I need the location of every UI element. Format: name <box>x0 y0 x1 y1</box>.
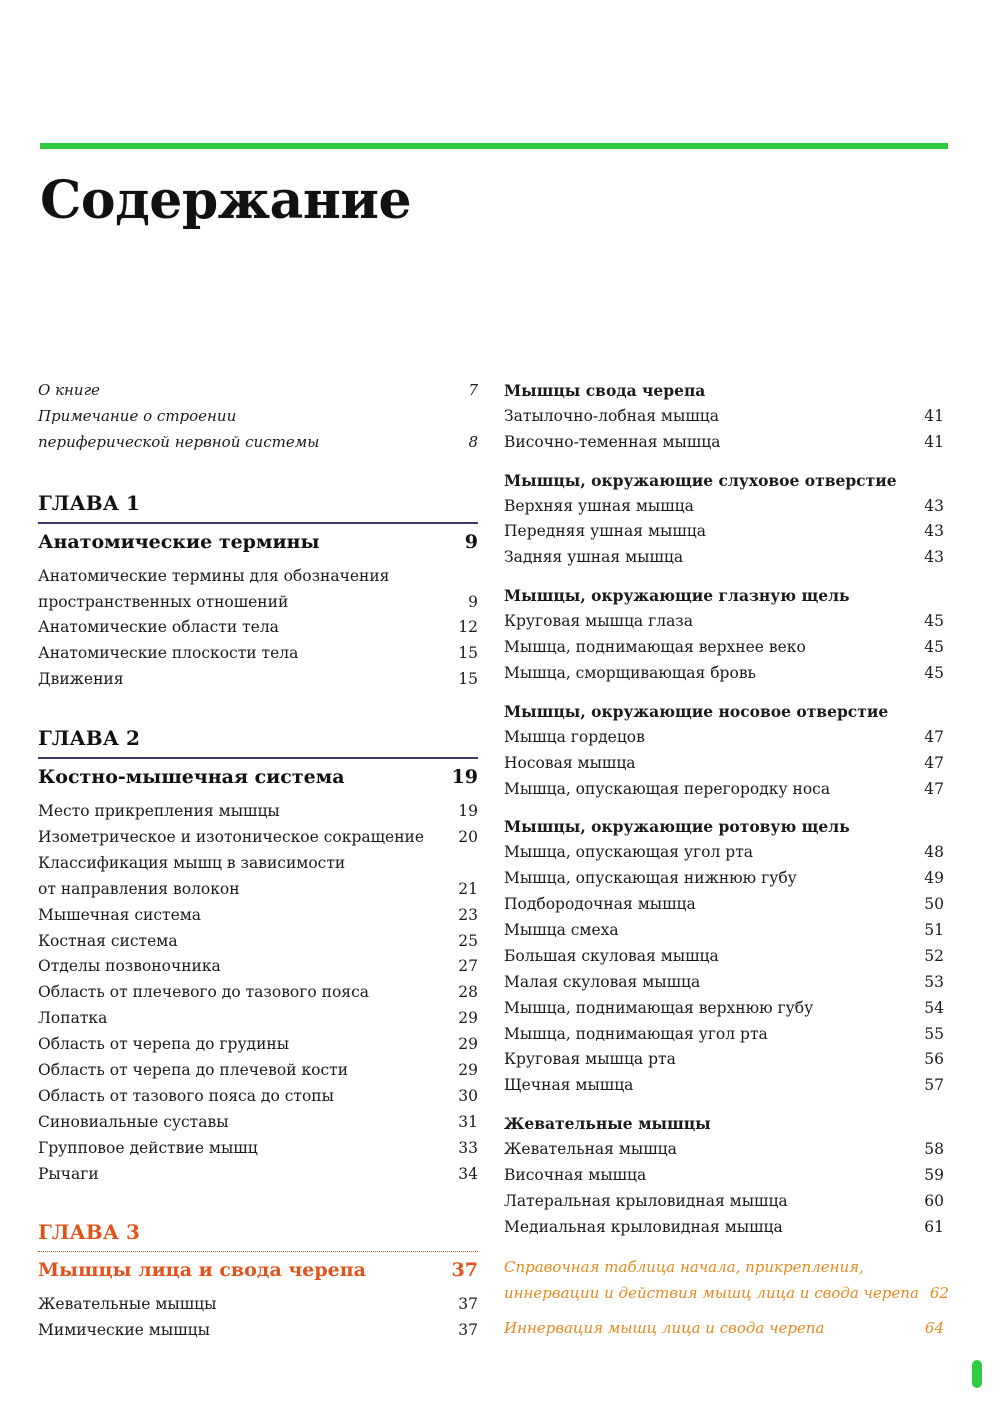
toc-entry[interactable] <box>38 615 478 641</box>
section-heading: Мышцы, окружающие слуховое отверстие <box>504 470 897 490</box>
toc-entry[interactable] <box>38 1110 478 1136</box>
toc-entry-page: 56 <box>924 1050 944 1069</box>
toc-entry-label: Область от тазового пояса до стопы <box>38 1086 334 1105</box>
toc-entry-label: Носовая мышца <box>504 753 636 772</box>
toc-entry-page: 33 <box>458 1138 478 1157</box>
toc-entry-page: 8 <box>468 432 478 451</box>
toc-entry[interactable] <box>504 866 944 892</box>
toc-right-column <box>504 378 949 1342</box>
toc-entry-label: Движения <box>38 670 124 689</box>
toc-entry-label: Мышечная система <box>38 905 202 924</box>
toc-entry[interactable] <box>504 1137 944 1163</box>
toc-entry-page: 29 <box>458 1061 478 1080</box>
toc-entry-label: О книге <box>38 381 101 399</box>
toc-entry-page: 37 <box>458 1295 478 1314</box>
toc-entry[interactable] <box>38 1006 478 1032</box>
toc-entry-label: Латеральная крыловидная мышца <box>504 1191 788 1210</box>
toc-entry[interactable] <box>504 840 944 866</box>
toc-entry[interactable] <box>504 1163 944 1189</box>
toc-entry-page: 34 <box>458 1164 478 1183</box>
toc-entry-page: 49 <box>924 869 944 888</box>
toc-entry[interactable] <box>38 1084 478 1110</box>
toc-entry-label: Мышца смеха <box>504 921 619 939</box>
toc-entry-page: 21 <box>458 879 478 898</box>
toc-entry[interactable] <box>504 970 944 996</box>
toc-entry-label: Анатомические плоскости тела <box>38 644 299 663</box>
toc-entry-label: Верхняя ушная мышца <box>504 496 694 515</box>
chapter-label: ГЛАВА 2 <box>38 726 140 751</box>
toc-entry-label: Костная система <box>38 931 178 950</box>
toc-entry-label: Мышца, опускающая угол рта <box>504 843 754 862</box>
toc-entry[interactable] <box>38 378 478 404</box>
chapter-title-page: 19 <box>451 766 478 789</box>
toc-entry-page: 29 <box>458 1009 478 1028</box>
toc-entry[interactable] <box>38 903 478 929</box>
toc-entry[interactable] <box>504 430 944 456</box>
chapter-title-text: Костно-мышечная система <box>38 766 345 789</box>
toc-entry[interactable] <box>504 404 944 430</box>
toc-entry[interactable] <box>504 1189 944 1215</box>
page-title: Содержание <box>40 170 412 231</box>
reference-line <box>504 1255 944 1281</box>
toc-entry-page: 58 <box>924 1140 944 1159</box>
reference-entry[interactable] <box>504 1316 944 1342</box>
toc-entry-page: 20 <box>458 828 478 847</box>
toc-entry-page: 61 <box>924 1217 944 1236</box>
toc-entry-page: 45 <box>924 638 944 657</box>
toc-entry-page: 31 <box>458 1112 478 1131</box>
chapter-title-page: 37 <box>451 1259 478 1282</box>
toc-entry-label: Медиальная крыловидная мышца <box>504 1217 783 1236</box>
toc-entry[interactable] <box>38 1032 478 1058</box>
toc-entry-label: Рычаги <box>38 1164 99 1183</box>
toc-entry-page: 43 <box>924 522 944 541</box>
toc-entry-label: Затылочно-лобная мышца <box>504 406 719 425</box>
reference-label: Справочная таблица начала, прикрепления, <box>504 1257 864 1276</box>
toc-entry-page: 41 <box>924 432 944 451</box>
toc-entry-page: 43 <box>924 496 944 515</box>
toc-entry[interactable] <box>504 918 944 944</box>
toc-entry-label: Анатомические термины для обозначения <box>38 566 390 585</box>
chapter-title[interactable] <box>38 759 478 795</box>
toc-entry-page: 60 <box>924 1191 944 1210</box>
toc-entry[interactable] <box>38 851 478 877</box>
toc-entry-label: Мышца, поднимающая верхнее веко <box>504 638 806 657</box>
toc-left-column <box>38 378 478 1344</box>
toc-entry-label: Жевательная мышца <box>504 1140 677 1159</box>
toc-entry-label: Место прикрепления мышцы <box>38 802 280 821</box>
toc-entry[interactable] <box>504 725 944 751</box>
toc-entry[interactable] <box>38 641 478 667</box>
toc-entry-label: Примечание о строении <box>38 406 237 425</box>
toc-entry-page: 45 <box>924 612 944 631</box>
toc-entry-label: Мышца, поднимающая верхнюю губу <box>504 998 814 1017</box>
toc-entry-page: 23 <box>458 905 478 924</box>
toc-entry-page: 55 <box>924 1024 944 1043</box>
reference-page: 64 <box>924 1319 944 1338</box>
toc-entry-page: 51 <box>924 921 944 939</box>
toc-entry-page: 43 <box>924 548 944 567</box>
toc-entry-label: от направления волокон <box>38 879 240 898</box>
toc-entry-label: Большая скуловая мышца <box>504 946 719 965</box>
toc-entry[interactable] <box>38 877 478 903</box>
toc-entry[interactable] <box>38 980 478 1006</box>
page-edge-marker <box>972 1360 982 1388</box>
toc-entry-label: периферической нервной системы <box>38 432 320 451</box>
toc-entry-label: Мышца, опускающая перегородку носа <box>504 779 831 798</box>
top-accent-bar <box>40 143 948 149</box>
toc-entry-label: Височная мышца <box>504 1166 647 1185</box>
chapter-label: ГЛАВА 1 <box>38 490 140 515</box>
chapter-title-text: Анатомические термины <box>38 530 320 553</box>
reference-label: иннервации и действия мышц лица и свода черепа <box>504 1283 919 1302</box>
reference-entry[interactable] <box>504 1255 949 1307</box>
chapter-title-page: 9 <box>464 530 478 553</box>
toc-entry[interactable] <box>504 494 944 520</box>
toc-entry[interactable] <box>504 996 944 1022</box>
toc-entry[interactable] <box>38 1136 478 1162</box>
toc-entry-label: Анатомические области тела <box>38 618 279 637</box>
chapter-title-text: Мышцы лица и свода черепа <box>38 1259 366 1282</box>
toc-entry[interactable] <box>504 1073 944 1099</box>
toc-entry[interactable] <box>504 1047 944 1073</box>
toc-entry-label: пространственных отношений <box>38 592 289 611</box>
toc-entry-label: Щечная мышца <box>504 1076 634 1095</box>
reference-line <box>504 1316 944 1342</box>
toc-entry[interactable] <box>38 929 478 955</box>
toc-entry-page: 15 <box>458 644 478 663</box>
toc-entry-page: 7 <box>468 381 478 399</box>
toc-entry-page: 37 <box>458 1321 478 1340</box>
toc-entry-page: 19 <box>458 802 478 821</box>
toc-entry-label: Круговая мышца глаза <box>504 612 694 631</box>
toc-entry-label: Мышца, опускающая нижнюю губу <box>504 869 797 888</box>
toc-entry-page: 47 <box>924 779 944 798</box>
toc-entry-label: Круговая мышца рта <box>504 1050 676 1069</box>
reference-label: Иннервация мышц лица и свода черепа <box>504 1319 825 1338</box>
toc-entry-label: Изометрическое и изотоническое сокращение <box>38 828 425 847</box>
chapter-title[interactable] <box>38 1252 478 1288</box>
toc-entry-page: 47 <box>924 753 944 772</box>
section-heading: Мышцы, окружающие глазную щель <box>504 586 850 606</box>
toc-entry-page: 25 <box>458 931 478 950</box>
toc-entry-label: Синовиальные суставы <box>38 1112 229 1131</box>
toc-entry-label: Область от черепа до грудины <box>38 1035 290 1054</box>
reference-line <box>504 1281 949 1307</box>
toc-entry-label: Отделы позвоночника <box>38 957 221 976</box>
toc-entry[interactable] <box>504 1022 944 1048</box>
toc-entry-label: Подбородочная мышца <box>504 895 696 914</box>
toc-entry[interactable] <box>38 1318 478 1344</box>
toc-entry-page: 59 <box>924 1166 944 1185</box>
toc-entry-label: Жевательные мышцы <box>38 1295 217 1314</box>
toc-entry-label: Мимические мышцы <box>38 1321 210 1340</box>
toc-entry-page: 52 <box>924 946 944 965</box>
toc-entry-page: 28 <box>458 983 478 1002</box>
toc-entry[interactable] <box>504 609 944 635</box>
chapter-title[interactable] <box>38 524 478 560</box>
toc-entry-page: 30 <box>458 1086 478 1105</box>
toc-entry[interactable] <box>38 825 478 851</box>
toc-entry-label: Область от плечевого до тазового пояса <box>38 983 369 1002</box>
toc-entry[interactable] <box>504 777 944 803</box>
toc-entry-label: Мышца, поднимающая угол рта <box>504 1024 768 1043</box>
toc-entry-label: Классификация мышц в зависимости <box>38 853 346 872</box>
toc-entry-label: Передняя ушная мышца <box>504 522 706 541</box>
toc-entry[interactable] <box>38 667 478 693</box>
toc-entry[interactable] <box>504 751 944 777</box>
toc-entry-page: 27 <box>458 957 478 976</box>
toc-entry-page: 41 <box>924 406 944 425</box>
toc-entry[interactable] <box>504 944 944 970</box>
toc-entry-label: Групповое действие мышц <box>38 1138 258 1157</box>
toc-entry[interactable] <box>38 799 478 825</box>
toc-entry[interactable] <box>38 404 478 430</box>
toc-entry[interactable] <box>504 635 944 661</box>
toc-entry[interactable] <box>504 661 944 687</box>
toc-entry-label: Височно-теменная мышца <box>504 432 721 451</box>
toc-entry[interactable] <box>38 1058 478 1084</box>
toc-entry-page: 53 <box>924 972 944 991</box>
toc-entry-page: 50 <box>924 895 944 914</box>
toc-entry-page: 47 <box>924 727 944 746</box>
toc-entry-page: 57 <box>924 1076 944 1095</box>
toc-entry-page: 45 <box>924 663 944 682</box>
toc-entry-label: Лопатка <box>38 1009 108 1028</box>
toc-entry[interactable] <box>504 519 944 545</box>
toc-entry-label: Мышца гордецов <box>504 727 645 746</box>
toc-entry[interactable] <box>504 892 944 918</box>
toc-entry-page: 48 <box>924 843 944 862</box>
toc-entry-label: Область от черепа до плечевой кости <box>38 1061 349 1080</box>
section-heading: Жевательные мышцы <box>504 1114 711 1134</box>
toc-entry[interactable] <box>38 430 478 456</box>
toc-entry-label: Малая скуловая мышца <box>504 972 701 991</box>
toc-entry[interactable] <box>38 590 478 616</box>
toc-entry[interactable] <box>38 564 478 590</box>
toc-entry-page: 15 <box>458 670 478 689</box>
section-heading: Мышцы, окружающие ротовую щель <box>504 817 850 837</box>
toc-entry-label: Задняя ушная мышца <box>504 548 684 567</box>
section-heading: Мышцы, окружающие носовое отверстие <box>504 701 889 721</box>
toc-entry[interactable] <box>504 545 944 571</box>
toc-entry-page: 54 <box>924 998 944 1017</box>
chapter-label: ГЛАВА 3 <box>38 1220 140 1245</box>
toc-entry-page: 12 <box>458 618 478 637</box>
section-heading: Мышцы свода черепа <box>504 381 706 400</box>
reference-page: 62 <box>929 1283 949 1302</box>
toc-entry[interactable] <box>504 1215 944 1241</box>
toc-entry-page: 9 <box>468 592 478 611</box>
toc-entry[interactable] <box>38 1292 478 1318</box>
toc-entry[interactable] <box>38 1162 478 1188</box>
toc-entry-page: 29 <box>458 1035 478 1054</box>
toc-entry[interactable] <box>38 954 478 980</box>
toc-entry-label: Мышца, сморщивающая бровь <box>504 663 756 682</box>
